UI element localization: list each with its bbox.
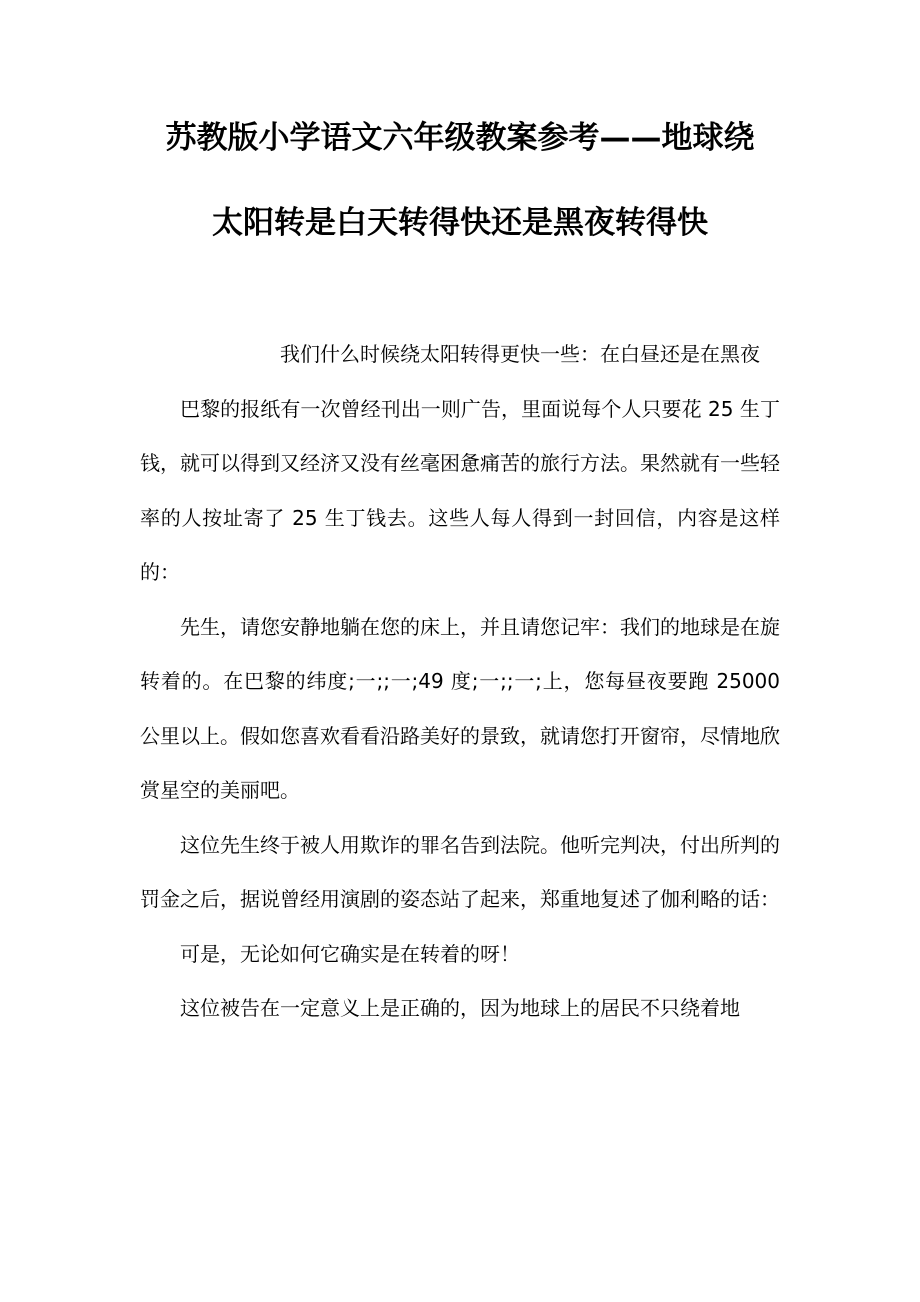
paragraph-galileo-quote: 可是，无论如何它确实是在转着的呀！ <box>180 941 520 966</box>
document-title-line-2: 太阳转是白天转得快还是黑夜转得快 <box>212 205 708 241</box>
paragraph-conclusion: 这位被告在一定意义上是正确的，因为地球上的居民不只绕着地 <box>180 996 740 1020</box>
document-title-line-1: 苏教版小学语文六年级教案参考——地球绕 <box>165 120 755 156</box>
paragraph-intro: 我们什么时候绕太阳转得更快一些：在白昼还是在黑夜 <box>280 342 760 366</box>
paragraph-advertisement: 巴黎的报纸有一次曾经刊出一则广告，里面说每个人只要花 25 生丁钱，就可以得到又经济又没有丝毫困惫痛苦的旅行方法。果然就有一些轻率的人按址寄了 25 生丁钱去。这些人每人得到一封回信，内容是这样的： <box>140 396 780 584</box>
paragraph-court: 这位先生终于被人用欺诈的罪名告到法院。他听完判决，付出所判的罚金之后，据说曾经用演剧的姿态站了起来，郑重地复述了伽利略的话： <box>140 832 780 911</box>
paragraph-reply-letter: 先生，请您安静地躺在您的床上，并且请您记牢：我们的地球是在旋转着的。在巴黎的纬度;一;;一;49 度;一;;一;上，您每昼夜要跑 25000 公里以上。假如您喜欢看看沿路美好的景致，就请您打开窗帘，尽情地欣赏星空的美丽吧。 <box>140 614 780 802</box>
document-body <box>140 327 780 1036</box>
